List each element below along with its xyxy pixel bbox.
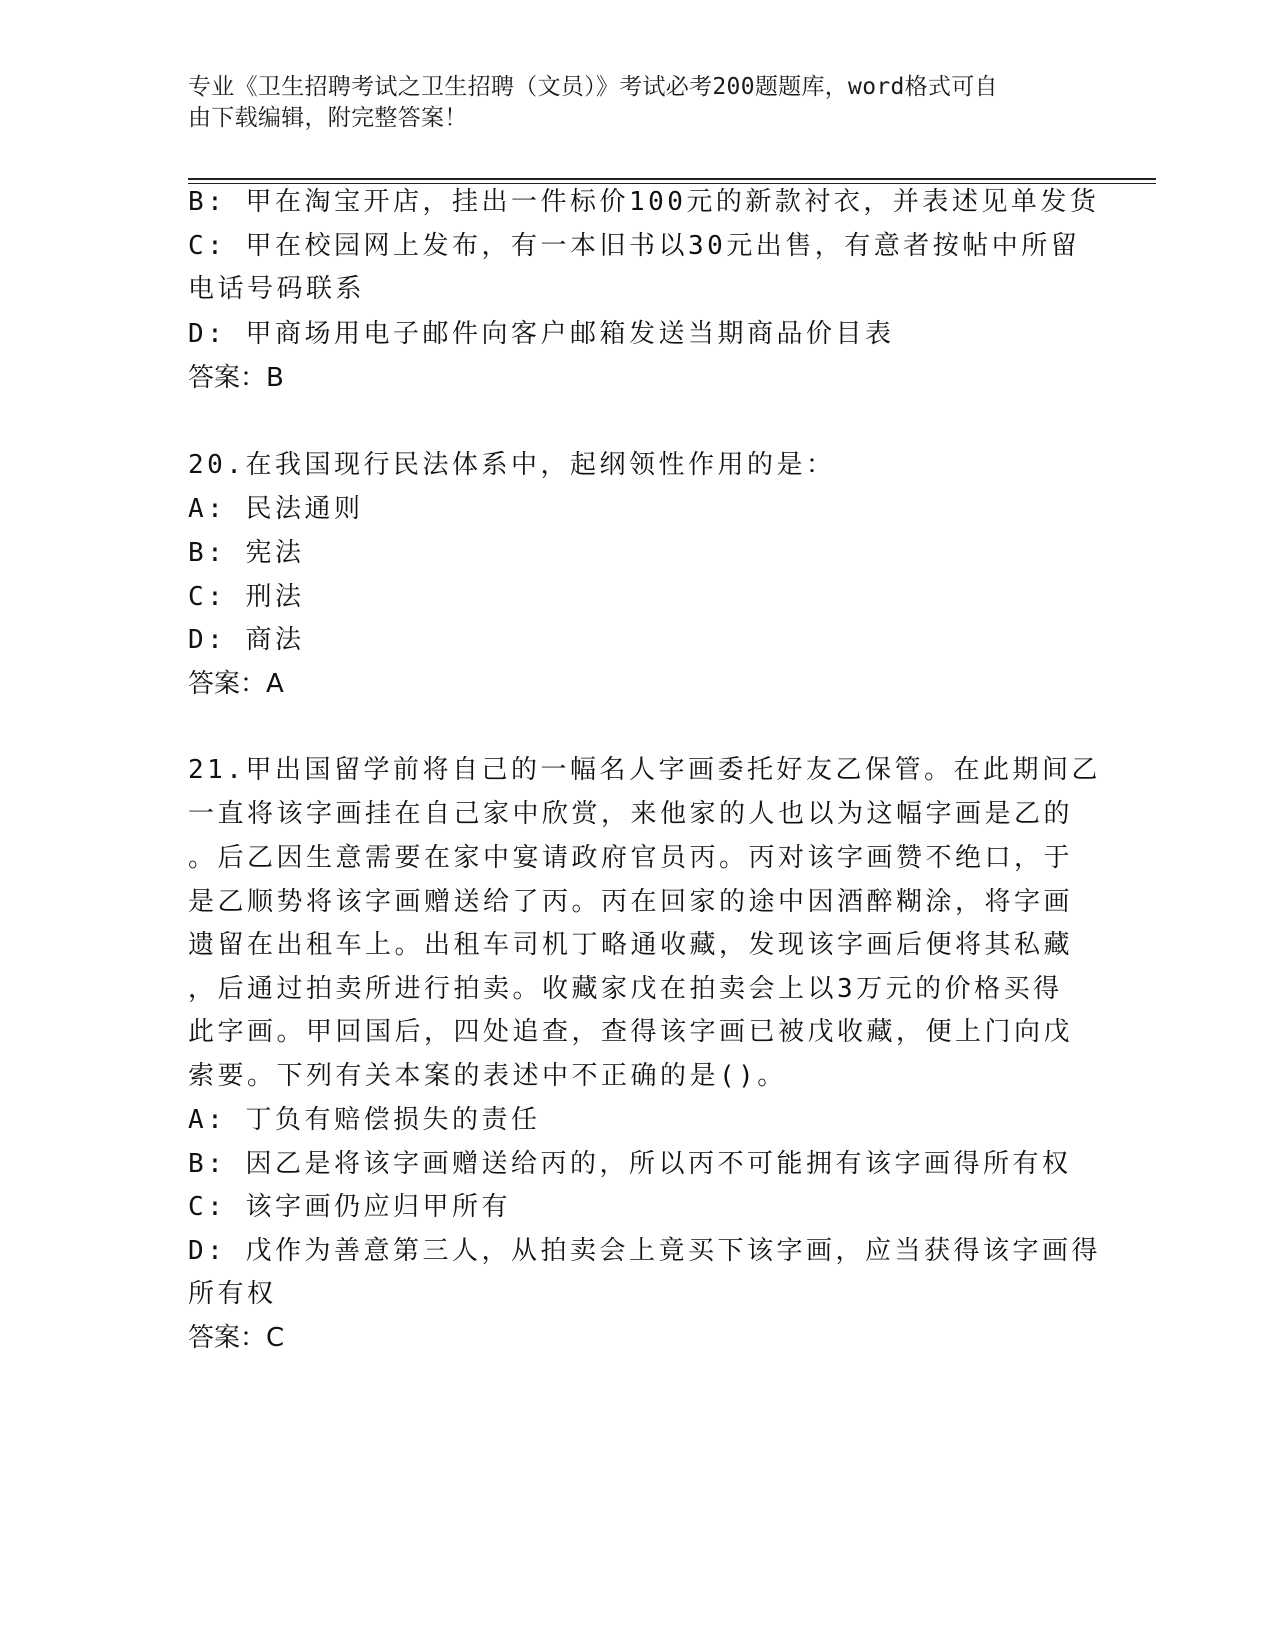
q20-answer: 答案：A (188, 669, 284, 699)
q20-stem: 20.在我国现行民法体系中，起纲领性作用的是： (188, 450, 836, 480)
q21-answer: 答案：C (188, 1323, 285, 1353)
q21-option-b: B: 因乙是将该字画赠送给丙的，所以丙不可能拥有该字画得所有权 (188, 1149, 1072, 1179)
q20-option-d: D: 商法 (188, 625, 305, 655)
q21-stem-line: 21.甲出国留学前将自己的一幅名人字画委托好友乙保管。在此期间乙 (188, 755, 1101, 785)
q21-option-d-line-2: 所有权 (188, 1279, 277, 1309)
q21-option-d-line-1: D: 戊作为善意第三人，从拍卖会上竟买下该字画，应当获得该字画得 (188, 1236, 1101, 1266)
q21-stem-line: 索要。下列有关本案的表述中不正确的是()。 (188, 1061, 787, 1091)
q21-stem-line: 是乙顺势将该字画赠送给了丙。丙在回家的途中因酒醉糊涂，将字画 (188, 887, 1074, 917)
q20-option-b: B: 宪法 (188, 538, 305, 568)
prev-question-option-c-line-1: C: 甲在校园网上发布，有一本旧书以30元出售，有意者按帖中所留 (188, 231, 1081, 261)
prev-question-option-b: B: 甲在淘宝开店，挂出一件标价100元的新款衬衣，并表述见单发货 (188, 187, 1100, 217)
header-title-line-2: 由下载编辑，附完整答案！ (188, 105, 468, 131)
prev-question-option-c-line-2: 电话号码联系 (188, 274, 366, 304)
document-header (188, 72, 1068, 134)
q21-option-a: A: 丁负有赔偿损失的责任 (188, 1105, 541, 1135)
q21-stem-line: 一直将该字画挂在自己家中欣赏，来他家的人也以为这幅字画是乙的 (188, 799, 1074, 829)
q21-option-c: C: 该字画仍应归甲所有 (188, 1192, 511, 1222)
header-title-line-1: 专业《卫生招聘考试之卫生招聘（文员）》考试必考200题题库，word格式可自 (188, 74, 998, 100)
q21-stem-line: 。后乙因生意需要在家中宴请政府官员丙。丙对该字画赞不绝口，于 (188, 843, 1074, 873)
q20-option-a: A: 民法通则 (188, 494, 364, 524)
header-divider-thick (188, 178, 1156, 180)
q21-stem-line: 此字画。甲回国后，四处追查，查得该字画已被戊收藏，便上门向戊 (188, 1017, 1074, 1047)
prev-question-option-d: D: 甲商场用电子邮件向客户邮箱发送当期商品价目表 (188, 319, 895, 349)
q21-stem-line: ，后通过拍卖所进行拍卖。收藏家戊在拍卖会上以3万元的价格买得 (188, 974, 1063, 1004)
prev-question-answer: 答案：B (188, 363, 284, 393)
q21-stem-line: 遗留在出租车上。出租车司机丁略通收藏，发现该字画后便将其私藏 (188, 930, 1074, 960)
header-divider-thin (188, 183, 1156, 184)
q20-option-c: C: 刑法 (188, 582, 305, 612)
